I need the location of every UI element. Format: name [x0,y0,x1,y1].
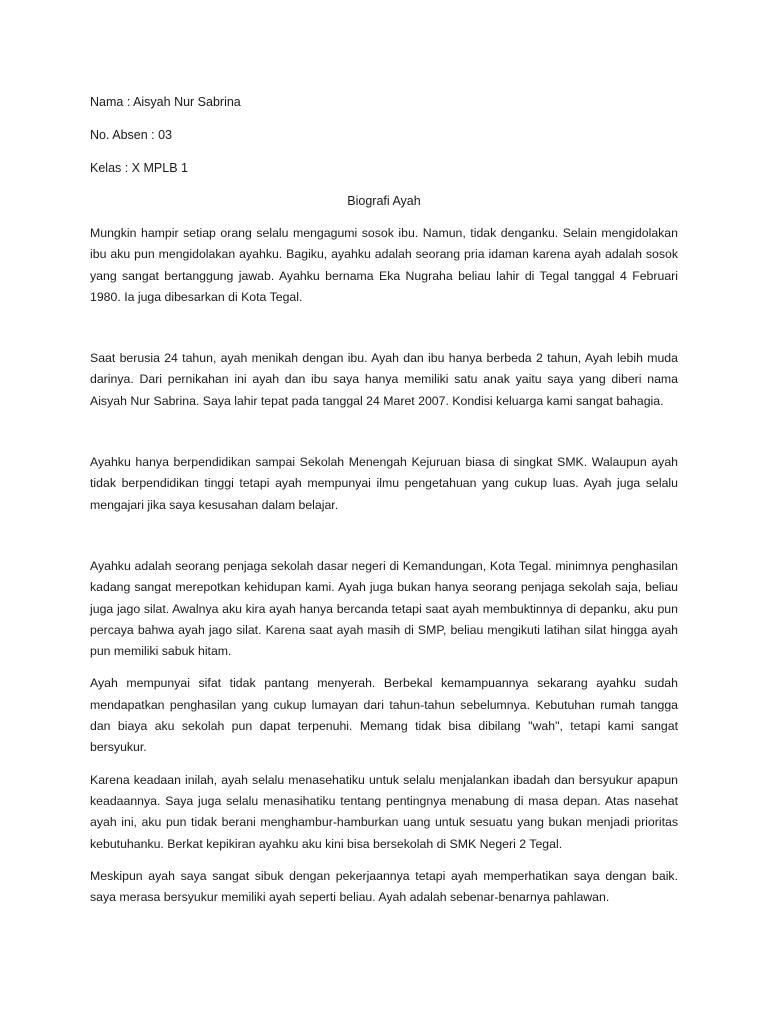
attendance-number: No. Absen : 03 [90,128,173,142]
paragraph-5: Ayah mempunyai sifat tidak pantang menyerah. Berbekal kemampuannya sekarang ayahku sudah mendapatkan penghasilan yang cukup lumayan dari tahun-tahun sebelumnya. Kebutuhan rumah tangga dan biaya aku sekolah pun dapat terpenuhi. Memang tidak bisa dibilang "wah", tetapi kami sangat bersyukur. [90,676,678,755]
paragraph-3: Ayahku hanya berpendidikan sampai Sekolah Menengah Kejuruan biasa di singkat SMK. Walaupun ayah tidak berpendidikan tinggi tetapi ayah mempunyai ilmu pengetahuan yang cukup luas. Ayah juga selalu mengajari jika saya kesusahan dalam belajar. [90,455,678,512]
paragraph-6: Karena keadaan inilah, ayah selalu menasehatiku untuk selalu menjalankan ibadah dan bersyukur apapun keadaannya. Saya juga selalu menasihatiku tentang pentingnya menabung di masa depan. Atas nasehat ayah ini, aku pun tidak berani menghambur-hamburkan uang untuk sesuatu yang bukan menjadi prioritas kebutuhanku. Berkat kepikiran ayahku aku kini bisa bersekolah di SMK Negeri 2 Tegal. [90,772,678,851]
paragraph-1: Mungkin hampir setiap orang selalu mengagumi sosok ibu. Namun, tidak denganku. Selain mengidolakan ibu aku pun mengidolakan ayahku. Bagiku, ayahku adalah seorang pria idaman karena ayah adalah sosok yang sangat bertanggung jawab. Ayahku bernama Eka Nugraha beliau lahir di Tegal tanggal 4 Februari 1980. Ia juga dibesarkan di Kota Tegal. [90,226,678,304]
paragraph-2: Saat berusia 24 tahun, ayah menikah dengan ibu. Ayah dan ibu hanya berbeda 2 tahun, Ayah lebih muda darinya. Dari pernikahan ini ayah dan ibu saya hanya memiliki satu anak yaitu saya yang diberi nama Aisyah Nur Sabrina. Saya lahir tepat pada tanggal 24 Maret 2007. Kondisi keluarga kami sangat bahagia. [90,351,678,408]
paragraph-4: Ayahku adalah seorang penjaga sekolah dasar negeri di Kemandungan, Kota Tegal. minimnya penghasilan kadang sangat merepotkan kehidupan kami. Ayah juga bukan hanya seorang penjaga sekolah saja, beliau juga jago silat. Awalnya aku kira ayah hanya bercanda tetapi saat ayah membuktinnya di depanku, aku pun percaya bahwa ayah jago silat. Karena saat ayah masih di SMP, beliau mengikuti latihan silat hingga ayah pun memiliki sabuk hitam. [90,558,678,659]
document-title: Biografi Ayah [347,194,421,208]
student-name: Nama : Aisyah Nur Sabrina [90,95,241,109]
class-label: Kelas : X MPLB 1 [90,161,188,175]
paragraph-7: Meskipun ayah saya sangat sibuk dengan pekerjaannya tetapi ayah memperhatikan saya dengan baik. saya merasa bersyukur memiliki ayah seperti beliau. Ayah adalah sebenar-benarnya pahlawan. [90,868,678,905]
